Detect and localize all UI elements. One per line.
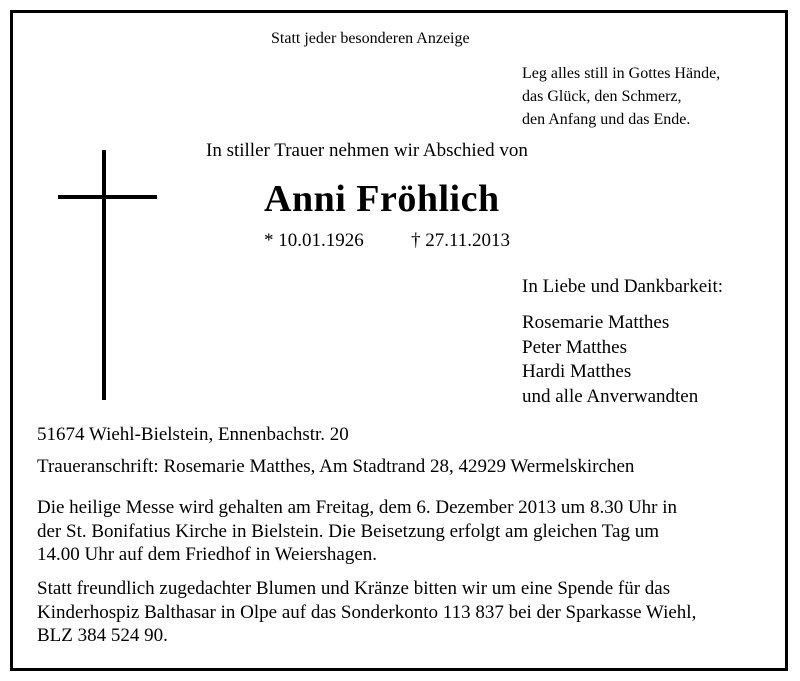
mass-info-line: Die heilige Messe wird gehalten am Freitag, dem 6. Dezember 2013 um 8.30 Uhr in: [37, 497, 678, 518]
cross-icon: [102, 150, 106, 400]
address: 51674 Wiehl-Bielstein, Ennenbachstr. 20: [37, 424, 349, 445]
mourner: Hardi Matthes: [522, 361, 632, 382]
donation-info-line: BLZ 384 524 90.: [37, 625, 168, 646]
mass-info-line: 14.00 Uhr auf dem Friedhof in Weiershagen.: [37, 544, 378, 565]
poem: [522, 62, 720, 131]
poem-line: das Glück, den Schmerz,: [522, 88, 682, 105]
mourner: und alle Anverwandten: [522, 385, 699, 407]
donation-info-line: Statt freundlich zugedachter Blumen und Kränze bitten wir um eine Spende für das: [37, 578, 671, 599]
headline: Statt jeder besonderen Anzeige: [271, 30, 470, 47]
intro-text: In stiller Trauer nehmen wir Abschied von: [206, 140, 528, 161]
poem-line: Leg alles still in Gottes Hände,: [522, 65, 721, 82]
death-date: † 27.11.2013: [411, 230, 511, 251]
mourner: Rosemarie Matthes: [522, 312, 670, 333]
mourner: Peter Matthes: [522, 336, 628, 358]
mourning-address: Traueranschrift: Rosemarie Matthes, Am Stadtrand 28, 42929 Wermelskirchen: [37, 456, 635, 477]
donation-info-line: Kinderhospiz Balthasar in Olpe auf das Sonderkonto 113 837 bei der Sparkasse Wiehl,: [37, 601, 697, 623]
mourners-list: [522, 311, 698, 409]
cross-icon-bar: [58, 195, 157, 199]
poem-line: den Anfang und das Ende.: [522, 111, 691, 128]
deceased-name: Anni Fröhlich: [264, 178, 500, 220]
mass-info: [37, 496, 777, 567]
mass-info-line: der St. Bonifatius Kirche in Bielstein. Die Beisetzung erfolgt am gleichen Tag um: [37, 520, 660, 542]
donation-info: [37, 577, 777, 648]
thanks-heading: In Liebe und Dankbarkeit:: [522, 276, 724, 297]
birth-date: * 10.01.1926: [264, 230, 364, 251]
